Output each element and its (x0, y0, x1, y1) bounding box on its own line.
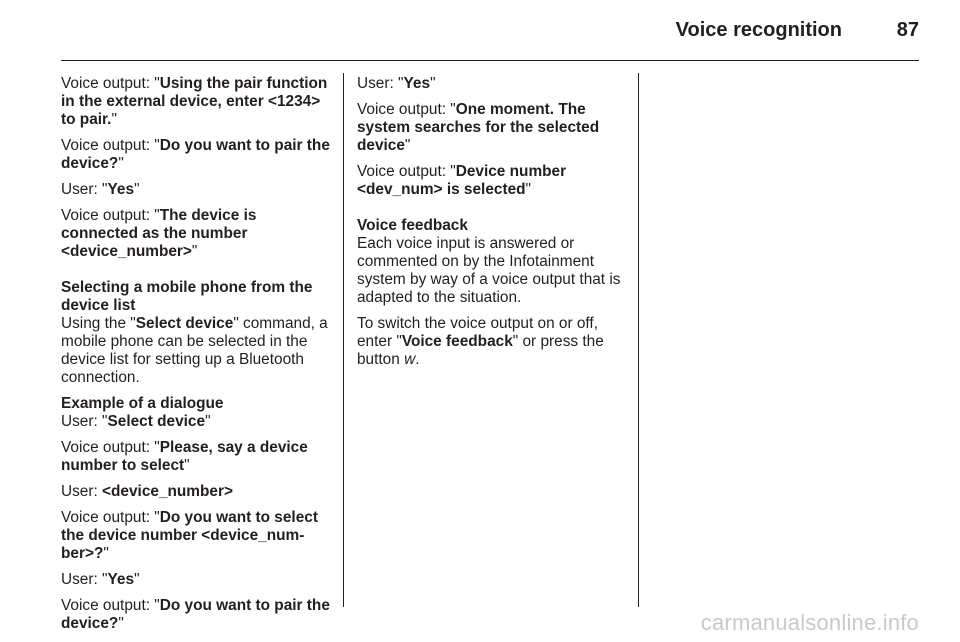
dialogue-line: Voice output: "Using the pair function in the external device, enter <1234> to pair." (61, 75, 328, 128)
right-column (357, 75, 627, 377)
page-title: Voice recognition (675, 19, 842, 41)
column-divider-2 (638, 73, 639, 607)
header-divider (61, 60, 919, 61)
watermark: carmanualsonline.info (700, 610, 919, 635)
section-text: Using the "Select device" command, a mobile phone can be selected in the device list for setting up a Bluetooth connection. (61, 315, 328, 386)
dialogue-line: User: "Yes" (61, 571, 140, 588)
dialogue-line: Voice output: "Do you want to select the device number <device_num-ber>?" (61, 509, 318, 562)
page-header (0, 0, 960, 62)
column-divider-1 (343, 73, 344, 607)
page-number: 87 (896, 19, 919, 41)
dialogue-line: Voice output: "Device number <dev_num> is selected" (357, 163, 567, 198)
dialogue-line: User: "Select device" (61, 413, 211, 430)
section-heading: Voice feedback (357, 217, 468, 234)
dialogue-line: Voice output: "Do you want to pair the device?" (61, 597, 330, 632)
left-column (61, 75, 331, 641)
dialogue-line: Voice output: "The device is connected as the number <device_number>" (61, 207, 257, 260)
subsection-heading: Example of a dialogue (61, 395, 224, 412)
voice-button-icon: w (404, 351, 416, 368)
section-text: Each voice input is answered or commented on by the Infotainment system by way of a voice output that is adapted to the situation. (357, 235, 621, 306)
dialogue-line: User: "Yes" (357, 75, 436, 92)
dialogue-line: User: "Yes" (61, 181, 140, 198)
section-text: To switch the voice output on or off, enter "Voice feedback" or press the button w. (357, 315, 604, 368)
dialogue-line: Voice output: "One moment. The system searches for the selected device" (357, 101, 600, 154)
dialogue-line: Voice output: "Do you want to pair the device?" (61, 137, 330, 172)
dialogue-line: Voice output: "Please, say a device number to select" (61, 439, 308, 474)
dialogue-line: User: <device_number> (61, 483, 233, 500)
section-heading: Selecting a mobile phone from the device list (61, 279, 313, 314)
